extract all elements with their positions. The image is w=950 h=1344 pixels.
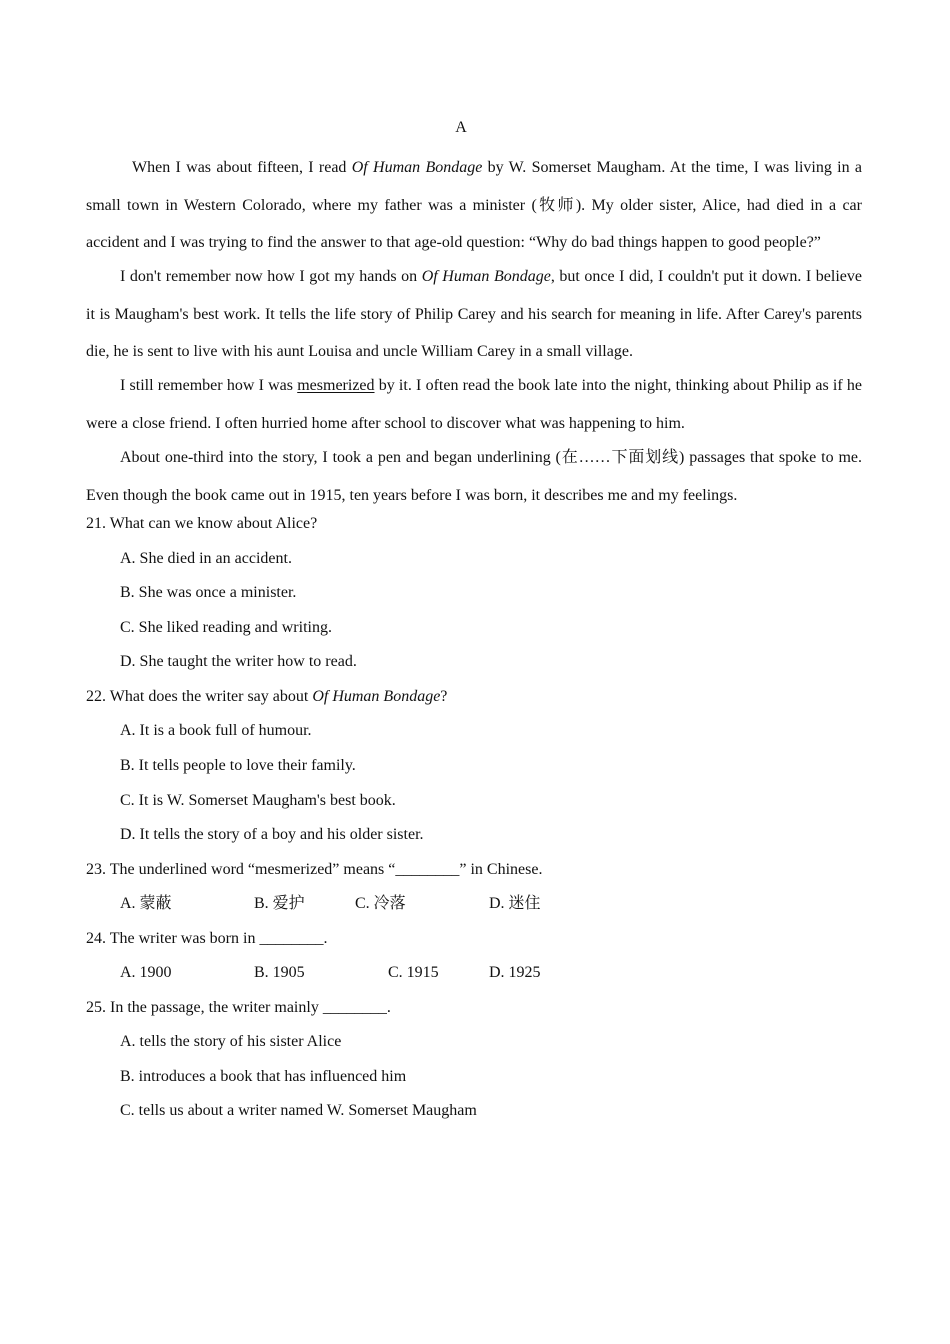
option-22-d: D. It tells the story of a boy and his older sister. — [120, 826, 424, 843]
paragraph-text: I still remember how I was — [120, 377, 298, 394]
option-25-a: A. tells the story of his sister Alice — [120, 1033, 342, 1050]
book-title: Of Human Bondage — [312, 688, 441, 705]
paragraph-text: by it. I often read the book late into the night, thinking about Philip as if he were a close friend. I often hurried home after school to discover what was happening to him. — [86, 377, 862, 432]
paragraph-text: When I was about fifteen, I read — [132, 159, 352, 176]
question-24: 24. The writer was born in ________. — [86, 930, 328, 947]
option-24-c: C. 1915 — [388, 964, 439, 981]
question-25: 25. In the passage, the writer mainly ________. — [86, 999, 391, 1016]
option-25-c: C. tells us about a writer named W. Somerset Maugham — [120, 1102, 477, 1119]
passage-paragraph-4: About one-third into the story, I took a pen and began underlining (在……下面划线) passages that spoke to me. Even though the book came out in 1915, ten years before I was born, it describes me and my feelings. — [86, 449, 862, 504]
question-text: ? — [440, 688, 448, 705]
option-24-a: A. 1900 — [120, 964, 172, 981]
question-23: 23. The underlined word “mesmerized” means “________” in Chinese. — [86, 861, 543, 878]
option-25-b: B. introduces a book that has influenced him — [120, 1068, 407, 1085]
option-22-b: B. It tells people to love their family. — [120, 757, 356, 774]
option-24-d: D. 1925 — [489, 964, 541, 981]
passage-paragraph-3 — [86, 367, 862, 442]
option-23-c: C. 冷落 — [355, 895, 406, 912]
option-21-d: D. She taught the writer how to read. — [120, 653, 357, 670]
passage-paragraph-1 — [86, 149, 862, 262]
question-21: 21. What can we know about Alice? — [86, 515, 318, 532]
option-24-b: B. 1905 — [254, 964, 305, 981]
question-22 — [86, 686, 447, 708]
book-title: Of Human Bondage — [351, 159, 483, 176]
underlined-word: mesmerized — [297, 377, 375, 394]
question-text: 22. What does the writer say about — [86, 688, 313, 705]
option-21-c: C. She liked reading and writing. — [120, 619, 332, 636]
option-23-d: D. 迷住 — [489, 895, 541, 912]
book-title: Of Human Bondage — [421, 268, 551, 285]
option-22-c: C. It is W. Somerset Maugham's best book. — [120, 792, 396, 809]
option-23-a: A. 蒙蔽 — [120, 895, 172, 912]
paragraph-text: , but once I did, I couldn't put it down. I believe it is Maugham's best work. It tells the life story of Philip Carey and his search for meaning in life. After Carey's parents die, he is sent to live with his aunt Louisa and uncle William Carey in a small village. — [86, 268, 863, 360]
paragraph-text: by W. Somerset Maugham. At the time, I was living in a small town in Western Colorado, where my father was a minister (牧师). My older sister, Alice, had died in a car accident and I was trying to find the answer to that age-old question: “Why do bad things happen to good people?” — [86, 159, 863, 251]
option-22-a: A. It is a book full of humour. — [120, 722, 312, 739]
option-21-a: A. She died in an accident. — [120, 550, 292, 567]
section-heading: A — [455, 119, 467, 136]
paragraph-text: I don't remember now how I got my hands on — [120, 268, 422, 285]
passage-paragraph-2 — [86, 258, 862, 371]
option-21-b: B. She was once a minister. — [120, 584, 297, 601]
option-23-b: B. 爱护 — [254, 895, 305, 912]
